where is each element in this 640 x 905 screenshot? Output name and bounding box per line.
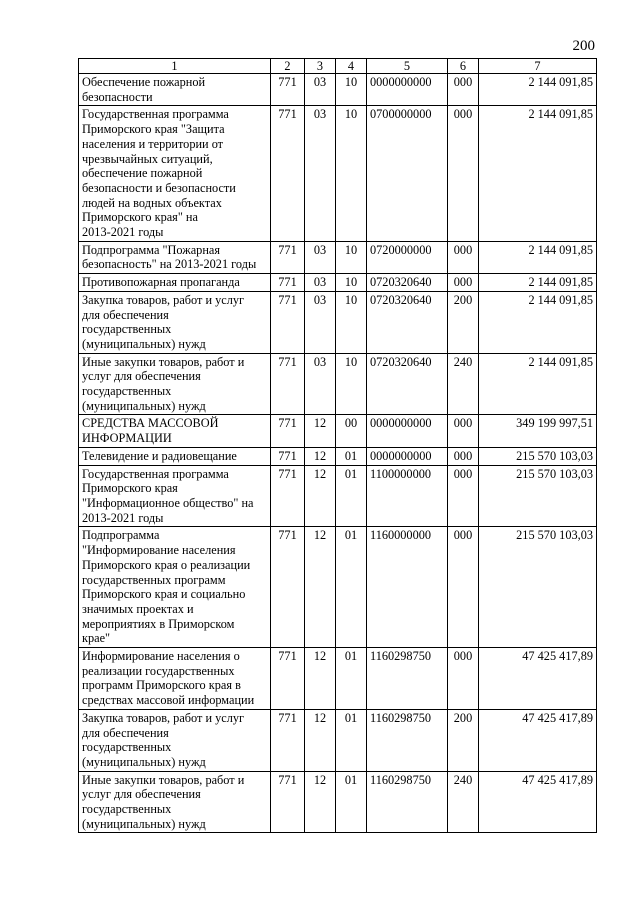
table-row [79,709,597,771]
ministry-code-cell: 771 [271,447,305,465]
column-header: 1 [79,59,271,74]
expense-type-cell: 000 [448,447,479,465]
subsection-code-cell: 10 [336,241,367,273]
page-number: 200 [572,38,595,54]
item-name-cell: Подпрограмма "Информирование населения Приморского края о реализации государственных программ Приморского края и социально значимых проектах и мероприятиях в Приморском крае" [79,527,271,648]
target-article-cell: 0720320640 [367,353,448,415]
amount-cell: 215 570 103,03 [479,465,597,527]
column-header: 7 [479,59,597,74]
target-article-cell: 0720320640 [367,291,448,353]
table-row [79,74,597,106]
ministry-code-cell: 771 [271,771,305,833]
section-code-cell: 03 [305,241,336,273]
subsection-code-cell: 01 [336,447,367,465]
expense-type-cell: 240 [448,353,479,415]
ministry-code-cell: 771 [271,709,305,771]
target-article-cell: 1160298750 [367,648,448,710]
item-name-cell: Закупка товаров, работ и услуг для обеспечения государственных (муниципальных) нужд [79,709,271,771]
section-code-cell: 03 [305,353,336,415]
expense-type-cell: 200 [448,709,479,771]
column-header: 4 [336,59,367,74]
item-name-cell: Телевидение и радиовещание [79,447,271,465]
table-row [79,353,597,415]
section-code-cell: 12 [305,648,336,710]
header-row [79,59,597,74]
subsection-code-cell: 10 [336,353,367,415]
expense-type-cell: 200 [448,291,479,353]
amount-cell: 2 144 091,85 [479,241,597,273]
section-code-cell: 12 [305,771,336,833]
table-body [79,74,597,833]
ministry-code-cell: 771 [271,465,305,527]
subsection-code-cell: 00 [336,415,367,447]
budget-table [78,58,597,833]
section-code-cell: 03 [305,106,336,241]
expense-type-cell: 000 [448,274,479,292]
target-article-cell: 1100000000 [367,465,448,527]
target-article-cell: 1160000000 [367,527,448,648]
section-code-cell: 12 [305,415,336,447]
target-article-cell: 0000000000 [367,415,448,447]
ministry-code-cell: 771 [271,106,305,241]
amount-cell: 2 144 091,85 [479,353,597,415]
amount-cell: 47 425 417,89 [479,709,597,771]
section-code-cell: 12 [305,709,336,771]
ministry-code-cell: 771 [271,241,305,273]
section-code-cell: 12 [305,527,336,648]
target-article-cell: 0000000000 [367,447,448,465]
item-name-cell: Информирование населения о реализации государственных программ Приморского края в средствах массовой информации [79,648,271,710]
ministry-code-cell: 771 [271,291,305,353]
subsection-code-cell: 01 [336,527,367,648]
subsection-code-cell: 10 [336,274,367,292]
expense-type-cell: 000 [448,106,479,241]
expense-type-cell: 000 [448,415,479,447]
item-name-cell: Противопожарная пропаганда [79,274,271,292]
item-name-cell: Иные закупки товаров, работ и услуг для обеспечения государственных (муниципальных) нужд [79,353,271,415]
column-header: 5 [367,59,448,74]
subsection-code-cell: 01 [336,648,367,710]
target-article-cell: 1160298750 [367,709,448,771]
table-row [79,241,597,273]
item-name-cell: Обеспечение пожарной безопасности [79,74,271,106]
item-name-cell: Закупка товаров, работ и услуг для обеспечения государственных (муниципальных) нужд [79,291,271,353]
section-code-cell: 03 [305,291,336,353]
table-row [79,447,597,465]
ministry-code-cell: 771 [271,648,305,710]
expense-type-cell: 000 [448,648,479,710]
expense-type-cell: 000 [448,241,479,273]
amount-cell: 47 425 417,89 [479,648,597,710]
ministry-code-cell: 771 [271,415,305,447]
subsection-code-cell: 01 [336,709,367,771]
amount-cell: 2 144 091,85 [479,106,597,241]
subsection-code-cell: 01 [336,465,367,527]
item-name-cell: Подпрограмма "Пожарная безопасность" на 2013-2021 годы [79,241,271,273]
table-row [79,291,597,353]
ministry-code-cell: 771 [271,527,305,648]
amount-cell: 215 570 103,03 [479,447,597,465]
table-row [79,415,597,447]
table-row [79,771,597,833]
item-name-cell: Государственная программа Приморского края "Информационное общество" на 2013-2021 годы [79,465,271,527]
expense-type-cell: 240 [448,771,479,833]
subsection-code-cell: 01 [336,771,367,833]
amount-cell: 2 144 091,85 [479,74,597,106]
column-header: 2 [271,59,305,74]
section-code-cell: 12 [305,447,336,465]
expense-type-cell: 000 [448,465,479,527]
target-article-cell: 0000000000 [367,74,448,106]
target-article-cell: 0700000000 [367,106,448,241]
ministry-code-cell: 771 [271,353,305,415]
amount-cell: 47 425 417,89 [479,771,597,833]
section-code-cell: 12 [305,465,336,527]
item-name-cell: СРЕДСТВА МАССОВОЙ ИНФОРМАЦИИ [79,415,271,447]
item-name-cell: Иные закупки товаров, работ и услуг для обеспечения государственных (муниципальных) нужд [79,771,271,833]
ministry-code-cell: 771 [271,74,305,106]
subsection-code-cell: 10 [336,106,367,241]
table-row [79,648,597,710]
amount-cell: 215 570 103,03 [479,527,597,648]
amount-cell: 349 199 997,51 [479,415,597,447]
table-row [79,465,597,527]
item-name-cell: Государственная программа Приморского края "Защита населения и территории от чрезвычайных ситуаций, обеспечение пожарной безопасности и безопасности людей на водных объектах Приморского края" на 2013-2021 годы [79,106,271,241]
table-row [79,274,597,292]
target-article-cell: 0720320640 [367,274,448,292]
ministry-code-cell: 771 [271,274,305,292]
column-header: 3 [305,59,336,74]
expense-type-cell: 000 [448,527,479,648]
subsection-code-cell: 10 [336,74,367,106]
subsection-code-cell: 10 [336,291,367,353]
table-row [79,106,597,241]
target-article-cell: 1160298750 [367,771,448,833]
section-code-cell: 03 [305,274,336,292]
column-header: 6 [448,59,479,74]
target-article-cell: 0720000000 [367,241,448,273]
section-code-cell: 03 [305,74,336,106]
amount-cell: 2 144 091,85 [479,274,597,292]
table-row [79,527,597,648]
expense-type-cell: 000 [448,74,479,106]
amount-cell: 2 144 091,85 [479,291,597,353]
